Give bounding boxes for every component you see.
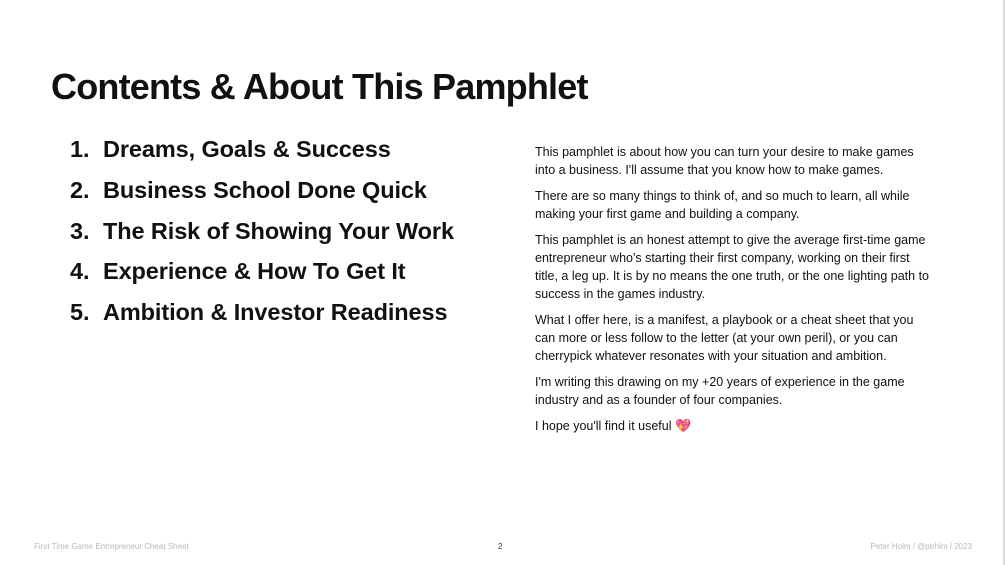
contents-item: [70, 258, 454, 299]
contents-item-label: Dreams, Goals & Success: [103, 136, 391, 162]
about-closing: [535, 417, 935, 435]
contents-item: [70, 299, 454, 340]
contents-item-label: Experience & How To Get It: [103, 258, 406, 285]
contents-item: [70, 136, 454, 177]
contents-item-number: 5.: [70, 299, 90, 326]
contents-item-number: 2.: [70, 176, 90, 203]
page-title: Contents & About This Pamphlet: [51, 66, 588, 107]
contents-item-number: 3.: [70, 217, 90, 244]
about-closing-text: I hope you'll find it useful: [535, 419, 672, 433]
contents-item-number: 1.: [70, 136, 90, 162]
contents-list: [70, 136, 454, 340]
sparkling-heart-icon: 💖: [674, 418, 692, 433]
footer-page-number: 2: [498, 542, 503, 551]
footer-document-title: First Time Game Entrepreneur Cheat Sheet: [34, 542, 189, 551]
about-paragraph: This pamphlet is about how you can turn your desire to make games into a business. I'll assume that you know how to make games.: [535, 145, 914, 177]
contents-item-label: Ambition & Investor Readiness: [103, 299, 448, 326]
about-paragraph: I'm writing this drawing on my +20 years of experience in the game industry and as a founder of four companies.: [535, 375, 905, 407]
contents-item-label: The Risk of Showing Your Work: [103, 217, 454, 244]
about-section: [535, 143, 935, 443]
contents-item-number: 4.: [70, 258, 90, 285]
footer-author: Peter Holm / @ptrhlm / 2023: [870, 542, 972, 551]
about-paragraph: This pamphlet is an honest attempt to give the average first-time game entrepreneur who's starting their first company, working on their first title, a leg up. It is by no means the one truth, or the one lighting path to success in the games industry.: [535, 233, 930, 301]
about-paragraph: What I offer here, is a manifest, a playbook or a cheat sheet that you can more or less follow to the letter (at your own peril), or you can cherrypick whatever resonates with your situation and ambition.: [535, 313, 914, 363]
contents-item: [70, 218, 454, 259]
contents-item: [70, 177, 454, 218]
about-paragraph: There are so many things to think of, and so much to learn, all while making your first game and building a company.: [535, 189, 910, 221]
contents-item-label: Business School Done Quick: [103, 176, 427, 203]
